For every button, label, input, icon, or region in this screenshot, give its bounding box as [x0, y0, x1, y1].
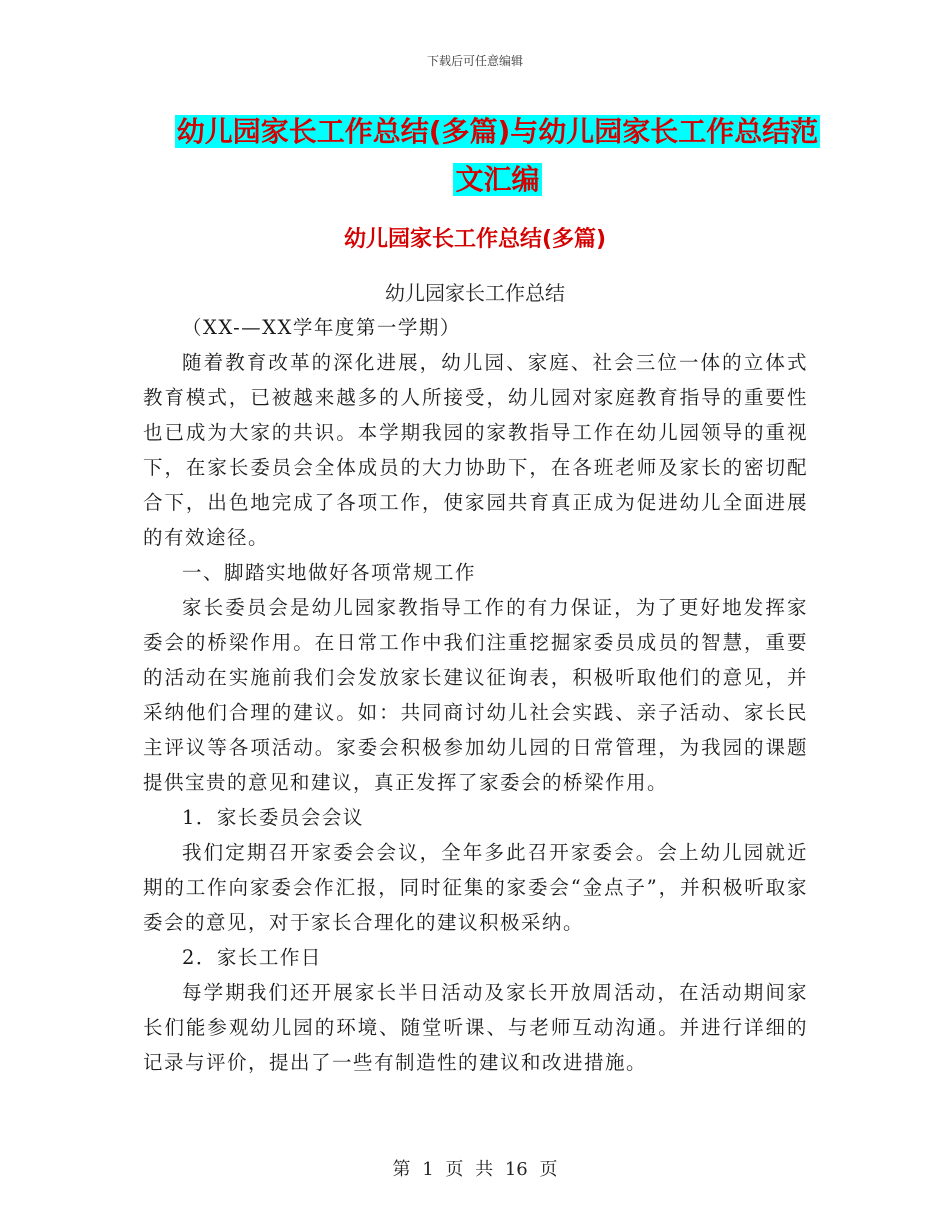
title-line-2: 文汇编	[455, 163, 540, 196]
title-line-1: 幼儿园家长工作总结(多篇)与幼儿园家长工作总结范	[176, 115, 819, 148]
paragraph-meeting: 我们定期召开家委会会议，全年多此召开家委会。会上幼儿园就近期的工作向家委会作汇报，同时征集的家委会“金点子”，并积极听取家委会的意见，对于家长合理化的建议积极采纳。	[143, 841, 808, 934]
heading-item-2: 2．家长工作日	[182, 946, 322, 969]
paragraph-term: （XX-—XX学年度第一学期）	[182, 316, 461, 339]
heading-item-1: 1．家长委员会会议	[182, 806, 364, 829]
header-note: 下载后可任意编辑	[426, 54, 523, 68]
paragraph-workday: 每学期我们还开展家长半日活动及家长开放周活动，在活动期间家长们能参观幼儿园的环境、随堂听课、与老师互动沟通。并进行详细的记录与评价，提出了一些有制造性的建议和改进措施。	[143, 981, 808, 1074]
paragraph-intro: 随着教育改革的深化进展，幼儿园、家庭、社会三位一体的立体式教育模式，已被越来越多的人所接受，幼儿园对家庭教育指导的重要性也已成为大家的共识。本学期我园的家教指导工作在幼儿园领导的重视下，在家长委员会全体成员的大力协助下，在各班老师及家长的密切配合下，出色地完成了各项工作，使家园共育真正成为促进幼儿全面进展的有效途径。	[143, 351, 808, 549]
page-footer: 第 1 页 共 16 页	[392, 1159, 558, 1180]
paragraph-committee: 家长委员会是幼儿园家教指导工作的有力保证，为了更好地发挥家委会的桥梁作用。在日常工作中我们注重挖掘家委员成员的智慧，重要的活动在实施前我们会发放家长建议征询表，积极听取他们的意见，并采纳他们合理的建议。如：共同商讨幼儿社会实践、亲子活动、家长民主评议等各项活动。家委会积极参加幼儿园的日常管理，为我园的课题提供宝贵的意见和建议，真正发挥了家委会的桥梁作用。	[143, 596, 808, 794]
heading-section-1: 一、脚踏实地做好各项常规工作	[182, 561, 477, 584]
document-body	[143, 310, 808, 1080]
document-title	[145, 108, 850, 204]
section-title: 幼儿园家长工作总结	[385, 281, 565, 305]
subtitle: 幼儿园家长工作总结(多篇)	[343, 227, 607, 252]
